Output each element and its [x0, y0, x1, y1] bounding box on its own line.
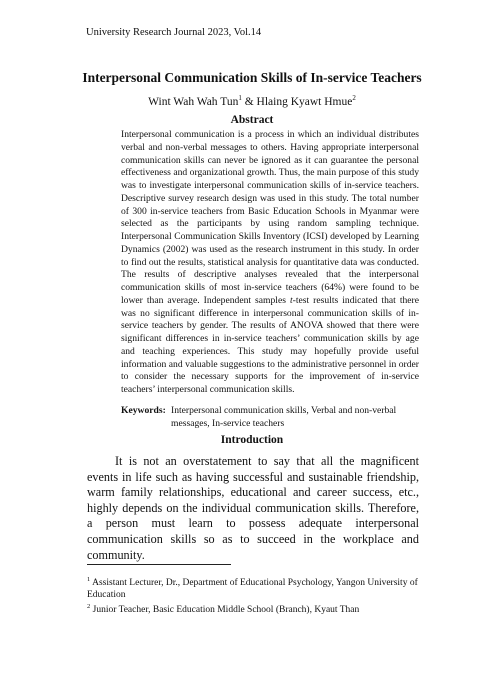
keywords-block — [121, 405, 419, 431]
abstract-text-part-1: Interpersonal communication is a process in which an individual distributes verbal and non-verbal messages to others. Having appropriate interpersonal communication skills can never be ignored as it can guarantee the personal effectiveness and organizational growth. Thus, the main purpose of this study was to investigate interpersonal communication skills of in-service teachers. Descriptive survey research design was used in this study. The total number of 300 in-service teachers from Basic Education Schools in Myanmar were selected as the participants by using random sampling technique. Interpersonal Communication Skills Inventory (ICSI) developed by Learning Dynamics (2002) was used as the research instrument in this study. In order to find out the results, statistical analysis for quantitative data was conducted. The results of descriptive analyses revealed that the interpersonal communication skills of most in-service teachers (64%) were found to be lower than average. Independent samples — [121, 129, 419, 306]
author-line — [0, 94, 504, 108]
paper-title: Interpersonal Communication Skills of In-service Teachers — [82, 70, 422, 85]
introduction-heading: Introduction — [220, 434, 284, 446]
footnote-2-mark: 2 — [87, 603, 91, 611]
author-1: Wint Wah Wah Tun — [148, 95, 239, 108]
keywords-label: Keywords: — [121, 405, 166, 416]
author-2: Hlaing Kyawt Hmue — [256, 95, 353, 108]
footnotes — [87, 574, 423, 616]
introduction-paragraph: It is not an overstatement to say that all the magnificent events in life such as having successful and sustainable friendship, warm family relationships, educational and career success, etc., highly depends on the individual communication skills. Therefore, a person must learn to possess adequate interpersonal communication skills so as to succeed in the workplace and community. — [87, 454, 419, 562]
abstract-t-italic: t — [289, 294, 293, 306]
footnote-2-text: Junior Teacher, Basic Education Middle School (Branch), Kyaut Than — [90, 605, 360, 616]
footnote-1 — [87, 574, 423, 601]
keywords-text: Interpersonal communication skills, Verbal and non-verbal messages, In-service teachers — [171, 405, 397, 429]
author-2-footnote-mark: 2 — [352, 94, 356, 102]
footnote-1-mark: 1 — [87, 576, 91, 583]
author-separator: & — [241, 95, 257, 108]
abstract-body — [121, 129, 419, 397]
footnote-2 — [87, 601, 423, 616]
author-1-footnote-mark: 1 — [238, 94, 242, 102]
running-header: University Research Journal 2023, Vol.14 — [86, 27, 262, 38]
footnote-divider — [87, 564, 231, 565]
footnote-1-text: Assistant Lecturer, Dr., Department of Educational Psychology, Yangon University of Education — [87, 578, 418, 601]
abstract-heading: Abstract — [230, 114, 274, 126]
abstract-text-part-2: -test results indicated that there was no significant difference in interpersonal communication skills of in-service teachers by gender. The results of ANOVA showed that there were significant differences in in-service teachers’ communication skills by age and teaching experiences. This study may hopefully provide useful information and valuable suggestions to the administrative personnel in order to consider the necessary supports for the improvement of in-service teachers’ interpersonal communication skills. — [121, 294, 419, 395]
